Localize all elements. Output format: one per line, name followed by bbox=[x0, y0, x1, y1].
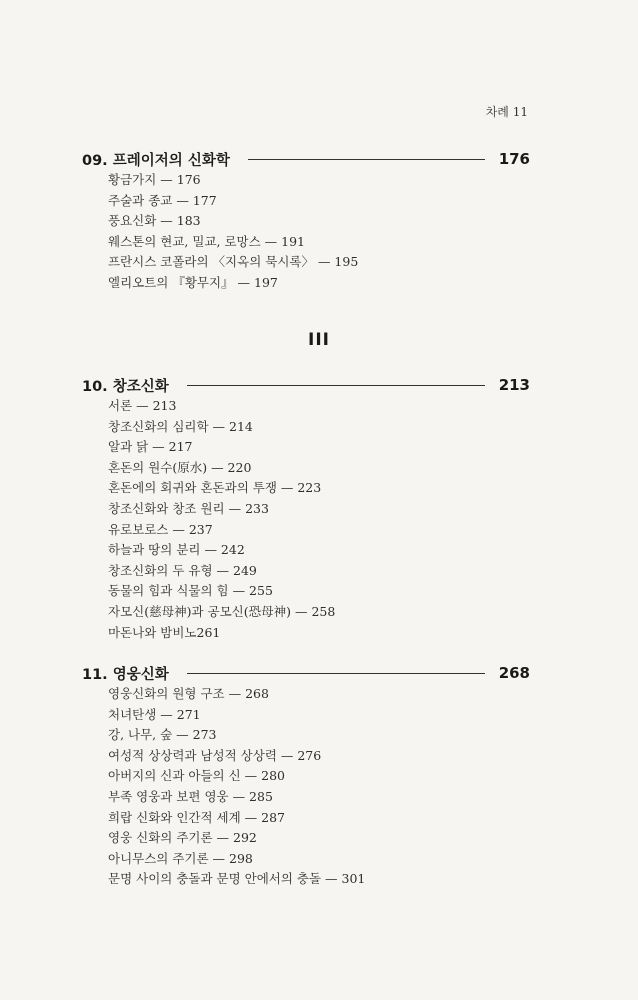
section-entry: 희랍 신화와 인간적 세계 — 287 bbox=[108, 809, 285, 825]
chapter-09 bbox=[82, 148, 530, 294]
section-entry: 프란시스 코폴라의 〈지옥의 묵시록〉 — 195 bbox=[108, 254, 359, 270]
chapter-heading bbox=[82, 374, 530, 396]
section-entry: 자모신(慈母神)과 공모신(恐母神) — 258 bbox=[108, 603, 336, 619]
leader-rule bbox=[187, 673, 485, 674]
section-entry: 황금가지 — 176 bbox=[108, 172, 201, 187]
section-list bbox=[82, 396, 530, 643]
section-list bbox=[82, 684, 530, 890]
section-entry: 유로보로스 — 237 bbox=[108, 521, 213, 537]
section-entry: 풍요신화 — 183 bbox=[108, 213, 201, 229]
section-entry: 창조신화의 두 유형 — 249 bbox=[108, 562, 257, 578]
section-entry: 여성적 상상력과 남성적 상상력 — 276 bbox=[108, 747, 322, 763]
section-entry: 아니무스의 주기론 — 298 bbox=[108, 850, 253, 866]
section-entry: 부족 영웅과 보편 영웅 — 285 bbox=[108, 788, 273, 804]
section-entry: 하늘과 땅의 분리 — 242 bbox=[108, 542, 245, 558]
section-entry: 웨스톤의 현교, 밀교, 로망스 — 191 bbox=[108, 233, 305, 249]
section-entry: 엘리오트의 『황무지』 — 197 bbox=[108, 274, 278, 290]
section-entry: 마돈나와 밤비노261 bbox=[108, 624, 221, 640]
part-numeral: III bbox=[308, 330, 330, 350]
chapter-heading bbox=[82, 148, 530, 170]
section-entry: 서론 — 213 bbox=[108, 398, 177, 413]
section-entry: 창조신화와 창조 원리 — 233 bbox=[108, 500, 269, 516]
section-entry: 알과 닭 — 217 bbox=[108, 439, 193, 455]
section-entry: 동물의 힘과 식물의 힘 — 255 bbox=[108, 583, 273, 599]
chapter-11 bbox=[82, 662, 530, 890]
chapter-page: 213 bbox=[498, 376, 530, 394]
section-entry: 문명 사이의 충돌과 문명 안에서의 충돌 — 301 bbox=[108, 871, 366, 887]
chapter-title: 09. 프레이저의 신화학 bbox=[82, 152, 230, 169]
section-entry: 혼돈에의 회귀와 혼돈과의 투쟁 — 223 bbox=[108, 480, 322, 496]
leader-rule bbox=[248, 159, 485, 160]
running-head: 차례 11 bbox=[485, 105, 528, 119]
section-entry: 혼돈의 원수(原水) — 220 bbox=[108, 459, 252, 475]
chapter-10 bbox=[82, 374, 530, 643]
section-entry: 영웅신화의 원형 구조 — 268 bbox=[108, 686, 269, 701]
chapter-title: 11. 영웅신화 bbox=[82, 666, 169, 683]
section-list bbox=[82, 170, 530, 294]
chapter-page: 268 bbox=[498, 664, 530, 682]
section-entry: 강, 나무, 숲 — 273 bbox=[108, 727, 217, 743]
chapter-page: 176 bbox=[498, 150, 530, 168]
chapter-heading bbox=[82, 662, 530, 684]
chapter-title: 10. 창조신화 bbox=[82, 378, 169, 395]
section-entry: 영웅 신화의 주기론 — 292 bbox=[108, 830, 257, 846]
section-entry: 주술과 종교 — 177 bbox=[108, 192, 217, 208]
section-entry: 아버지의 신과 아들의 신 — 280 bbox=[108, 768, 285, 784]
leader-rule bbox=[187, 385, 485, 386]
section-entry: 처녀탄생 — 271 bbox=[108, 706, 201, 722]
section-entry: 창조신화의 심리학 — 214 bbox=[108, 418, 253, 434]
